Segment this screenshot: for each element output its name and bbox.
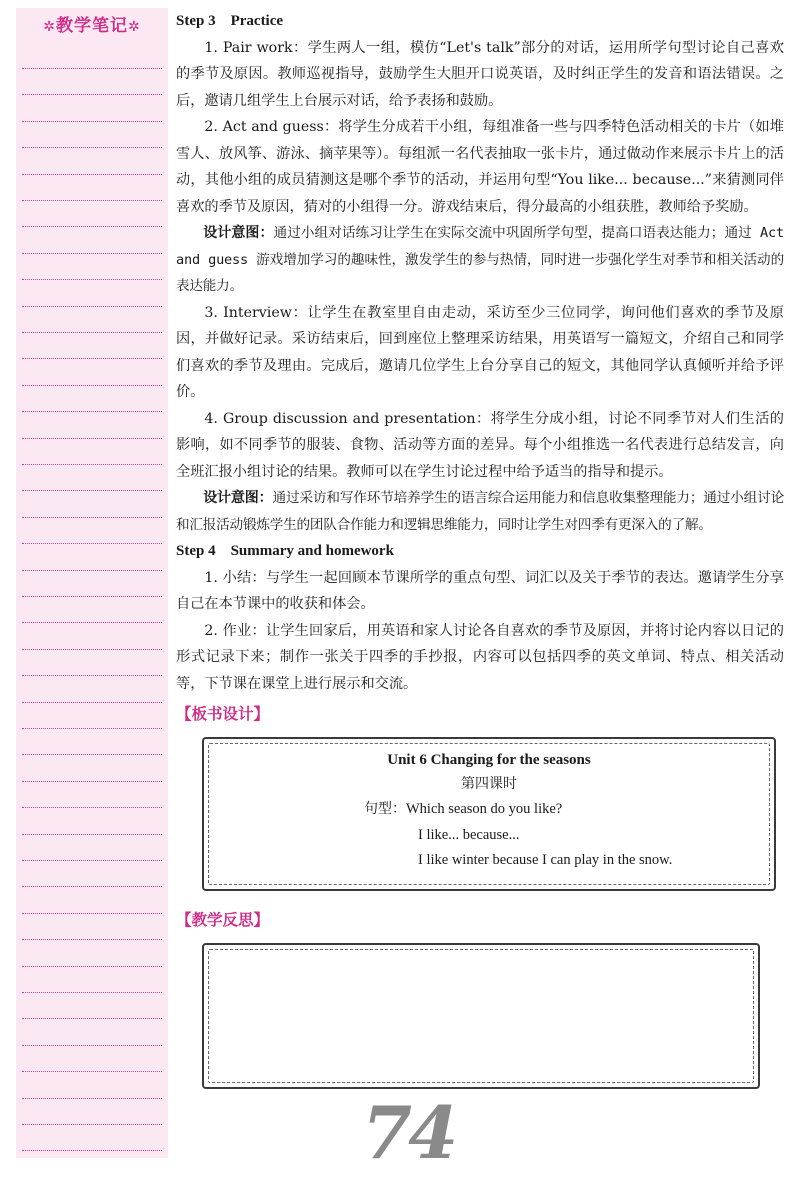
note-line [22, 358, 162, 359]
note-line [22, 754, 162, 755]
note-line [22, 1098, 162, 1099]
note-line [22, 1071, 162, 1072]
note-line [22, 543, 162, 544]
step3-paragraph-3: 3. Interview：让学生在教室里自由走动，采访至少三位同学，询问他们喜欢的季节及原因，并做好记录。采访结束后，回到座位上整理采访结果，用英语写一篇短文，介绍自己和同学们喜欢的季节及理由。完成后，邀请几位学生上台分享自己的短文，其他同学认真倾听并给予评价。 [176, 304, 784, 400]
note-line [22, 966, 162, 967]
note-line [22, 226, 162, 227]
sidebar-title [16, 11, 168, 36]
note-line [22, 174, 162, 175]
note-line [22, 411, 162, 412]
note-line [22, 385, 162, 386]
note-line [22, 253, 162, 254]
design-intent-label: 设计意图： [203, 225, 274, 241]
note-line [22, 147, 162, 148]
note-line [22, 649, 162, 650]
board-pattern-line-1 [364, 796, 774, 823]
note-line [22, 834, 162, 835]
note-line [22, 939, 162, 940]
note-line [22, 464, 162, 465]
note-line [22, 438, 162, 439]
note-line [22, 279, 162, 280]
main-content [176, 8, 784, 1089]
note-line [22, 913, 162, 914]
step3-heading: Step 3 Practice [176, 13, 284, 29]
design-intent-1 [176, 220, 784, 300]
note-line [22, 1045, 162, 1046]
board-design-heading: 【板书设计】 [176, 705, 270, 723]
teaching-reflection-box [202, 943, 760, 1089]
note-line [22, 570, 162, 571]
teaching-reflection-heading: 【教学反思】 [176, 911, 270, 929]
note-line [22, 622, 162, 623]
note-line [22, 675, 162, 676]
note-line [22, 1018, 162, 1019]
star-icon: ✲ [128, 19, 141, 35]
note-line [22, 517, 162, 518]
step3-paragraph-4: 4. Group discussion and presentation：将学生分成小组，讨论不同季节对人们生活的影响，如不同季节的服装、食物、活动等方面的差异。每个小组推选一名代表进行总结发言，向全班汇报小组讨论的结果。教师可以在学生讨论过程中给予适当的指导和提示。 [176, 410, 784, 480]
note-line [22, 1150, 162, 1151]
board-subtitle: 第四课时 [461, 776, 517, 792]
design-intent-text: 通过采访和写作环节培养学生的语言综合运用能力和信息收集整理能力；通过小组讨论和汇报活动锻炼学生的团队合作能力和逻辑思维能力，同时让学生对四季有更深入的了解。 [176, 490, 784, 533]
step3-paragraph-2: 2. Act and guess：将学生分成若干小组，每组准备一些与四季特色活动相关的卡片（如堆雪人、放风筝、游泳、摘苹果等）。每组派一名代表抽取一张卡片，通过做动作来展示卡片上的活动，其他小组的成员猜测这是哪个季节的活动，并运用句型“You like... because...”来猜测同伴喜欢的季节及原因，猜对的小组得一分。游戏结束后，得分最高的小组获胜，教师给予奖励。 [176, 119, 784, 215]
board-pattern-line-3: I like winter because I can play in the snow. [418, 852, 673, 868]
note-line [22, 860, 162, 861]
note-line [22, 1124, 162, 1125]
page-number: 74 [362, 1090, 455, 1175]
note-line [22, 702, 162, 703]
note-line [22, 200, 162, 201]
note-line [22, 306, 162, 307]
step4-paragraph-1: 1. 小结：与学生一起回顾本节课所学的重点句型、词汇以及关于季节的表达。邀请学生分享自己在本节课中的收获和体会。 [176, 569, 784, 612]
note-line [22, 728, 162, 729]
note-line [22, 68, 162, 69]
note-line [22, 992, 162, 993]
board-title: Unit 6 Changing for the seasons [387, 752, 591, 768]
note-line [22, 490, 162, 491]
design-intent-2 [176, 485, 784, 538]
note-line [22, 94, 162, 95]
board-pattern-line-2: I like... because... [418, 827, 520, 843]
board-pattern-label: 句型： [364, 801, 406, 817]
notes-sidebar [16, 8, 168, 1158]
step4-paragraph-2: 2. 作业：让学生回家后，用英语和家人讨论各自喜欢的季节及原因，并将讨论内容以日记的形式记录下来；制作一张关于四季的手抄报，内容可以包括四季的英文单词、特点、相关活动等，下节课在课堂上进行展示和交流。 [176, 622, 784, 692]
note-line [22, 886, 162, 887]
note-line [22, 596, 162, 597]
note-line [22, 781, 162, 782]
step4-heading: Step 4 Summary and homework [176, 543, 394, 559]
board-design-box [202, 737, 776, 891]
note-line [22, 121, 162, 122]
note-line [22, 332, 162, 333]
board-pattern-text: Which season do you like? [406, 801, 563, 817]
design-intent-label: 设计意图： [203, 490, 273, 506]
design-intent-text: 通过小组对话练习让学生在实际交流中巩固所学句型，提高口语表达能力；通过 Act and guess 游戏增加学习的趣味性，激发学生的参与热情，同时进一步强化学生对季节和相关活动的表达能力。 [176, 225, 785, 294]
star-icon: ✲ [43, 19, 56, 35]
step3-paragraph-1: 1. Pair work：学生两人一组，模仿“Let's talk”部分的对话，运用所学句型讨论自己喜欢的季节及原因。教师巡视指导，鼓励学生大胆开口说英语，及时纠正学生的发音和语法错误。之后，邀请几组学生上台展示对话，给予表扬和鼓励。 [176, 39, 784, 109]
sidebar-title-text: 教学笔记 [56, 16, 128, 36]
note-line [22, 807, 162, 808]
